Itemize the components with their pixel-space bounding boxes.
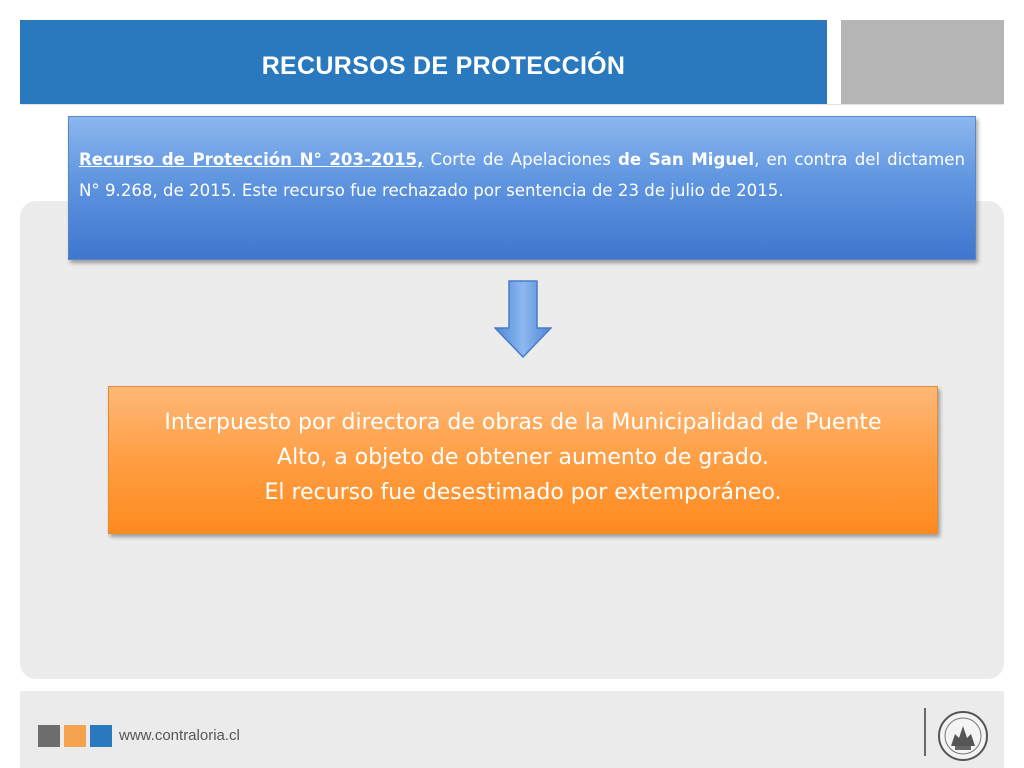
case-reference: Recurso de Protección N° 203-2015, bbox=[79, 150, 424, 169]
footer-square-orange bbox=[64, 725, 86, 747]
header-divider bbox=[20, 104, 1004, 105]
footer-url-link[interactable]: www.contraloria.cl bbox=[119, 727, 240, 744]
result-line-2: Alto, a objeto de obtener aumento de grado. bbox=[277, 444, 769, 470]
down-arrow-icon bbox=[494, 280, 552, 358]
footer-square-blue bbox=[90, 725, 112, 747]
result-line-1: Interpuesto por directora de obras de la Municipalidad de Puente bbox=[164, 409, 882, 435]
contraloria-seal-icon bbox=[937, 710, 989, 762]
case-text-b: , en contra del dictamen N° 9.268, de 2015. Este recurso fue rechazado por sentencia de 23 de julio de 2015. bbox=[79, 150, 965, 200]
result-line-3: El recurso fue desestimado por extemporáneo. bbox=[264, 479, 782, 505]
case-text-a: Corte de Apelaciones bbox=[423, 150, 618, 169]
case-paragraph bbox=[79, 144, 965, 206]
court-name: de San Miguel bbox=[617, 150, 755, 169]
case-box bbox=[68, 116, 976, 260]
footer-divider bbox=[924, 708, 926, 756]
title-bar bbox=[20, 20, 827, 104]
footer-square-gray bbox=[38, 725, 60, 747]
header-gray-block bbox=[841, 20, 1004, 104]
page-title: RECURSOS DE PROTECCIÓN bbox=[261, 51, 626, 80]
result-box bbox=[108, 386, 938, 534]
